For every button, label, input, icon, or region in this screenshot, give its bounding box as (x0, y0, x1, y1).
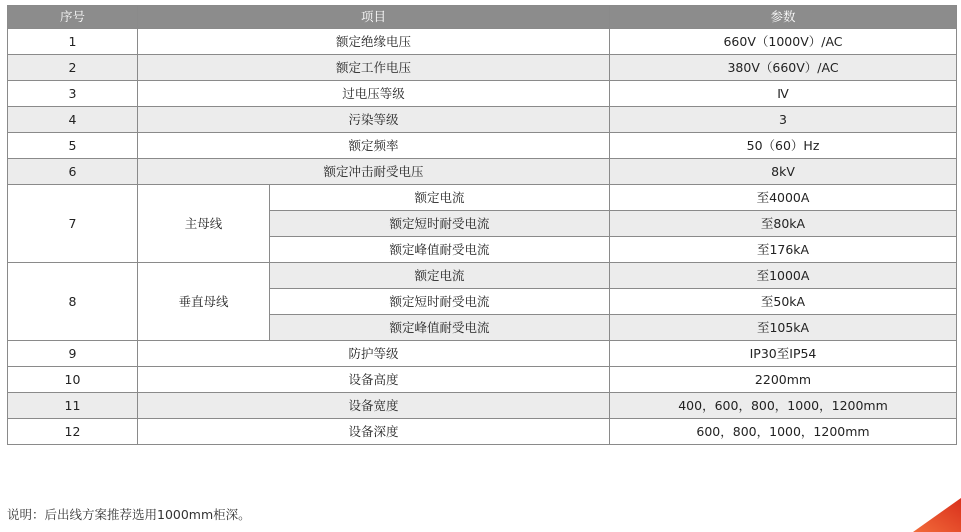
row-no: 2 (8, 55, 138, 81)
row-item: 设备高度 (138, 367, 610, 393)
row-no: 12 (8, 419, 138, 445)
row-sub-item: 额定电流 (270, 185, 610, 211)
table-row (8, 419, 957, 445)
row-item: 防护等级 (138, 341, 610, 367)
row-value: 50（60）Hz (610, 133, 957, 159)
row-value: 8kV (610, 159, 957, 185)
row-item: 污染等级 (138, 107, 610, 133)
spec-table (7, 5, 957, 445)
row-no: 8 (8, 263, 138, 341)
table-row (8, 263, 957, 289)
row-item: 额定频率 (138, 133, 610, 159)
row-item: 设备深度 (138, 419, 610, 445)
row-no: 6 (8, 159, 138, 185)
row-sub-item: 额定峰值耐受电流 (270, 315, 610, 341)
table-header-row (8, 6, 957, 29)
table-row (8, 107, 957, 133)
row-group: 主母线 (138, 185, 270, 263)
row-no: 11 (8, 393, 138, 419)
row-no: 9 (8, 341, 138, 367)
table-row (8, 341, 957, 367)
row-no: 10 (8, 367, 138, 393)
row-item: 设备宽度 (138, 393, 610, 419)
footnote: 说明：后出线方案推荐选用1000mm柜深。 (7, 507, 251, 522)
row-value: 3 (610, 107, 957, 133)
row-no: 4 (8, 107, 138, 133)
row-value: 至4000A (610, 185, 957, 211)
header-item: 项目 (138, 6, 610, 29)
row-no: 3 (8, 81, 138, 107)
row-value: Ⅳ (610, 81, 957, 107)
row-value: 660V（1000V）/AC (610, 29, 957, 55)
row-no: 7 (8, 185, 138, 263)
header-no: 序号 (8, 6, 138, 29)
table-row (8, 55, 957, 81)
table-row (8, 29, 957, 55)
row-group: 垂直母线 (138, 263, 270, 341)
row-value: 600，800，1000，1200mm (610, 419, 957, 445)
row-sub-item: 额定峰值耐受电流 (270, 237, 610, 263)
row-item: 过电压等级 (138, 81, 610, 107)
header-param: 参数 (610, 6, 957, 29)
table-row (8, 367, 957, 393)
row-value: 至1000A (610, 263, 957, 289)
table-row (8, 133, 957, 159)
row-value: 至105kA (610, 315, 957, 341)
row-value: 至50kA (610, 289, 957, 315)
row-no: 1 (8, 29, 138, 55)
table-row (8, 393, 957, 419)
row-no: 5 (8, 133, 138, 159)
row-value: 至176kA (610, 237, 957, 263)
row-sub-item: 额定短时耐受电流 (270, 211, 610, 237)
row-value: 400，600，800，1000，1200mm (610, 393, 957, 419)
row-value: 380V（660V）/AC (610, 55, 957, 81)
corner-accent-icon (905, 498, 961, 532)
row-value: IP30至IP54 (610, 341, 957, 367)
row-sub-item: 额定短时耐受电流 (270, 289, 610, 315)
row-value: 2200mm (610, 367, 957, 393)
table-row (8, 185, 957, 211)
table-row (8, 159, 957, 185)
table-row (8, 81, 957, 107)
row-value: 至80kA (610, 211, 957, 237)
row-item: 额定绝缘电压 (138, 29, 610, 55)
row-item: 额定冲击耐受电压 (138, 159, 610, 185)
row-item: 额定工作电压 (138, 55, 610, 81)
row-sub-item: 额定电流 (270, 263, 610, 289)
